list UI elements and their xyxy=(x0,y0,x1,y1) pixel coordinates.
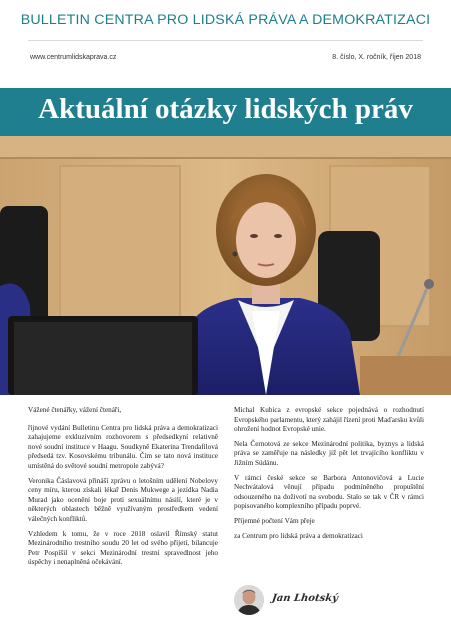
courtroom-photo-icon xyxy=(0,136,451,395)
editor-signature xyxy=(234,585,434,619)
editorial-right-column xyxy=(234,406,424,546)
paragraph: Michal Kubica z evropské sekce pojednává o rozhodnutí Evropského parlamentu, který zahájil řízení proti Maďarsku kvůli ohrožení hodnot Evropské unie. xyxy=(234,406,424,434)
paragraph: říjnové vydání Bulletinu Centra pro lidská práva a demokratizaci zahajujeme exkluzivním rozhovorem s předsedkyní relativně nové soudní instituce v Haagu. Soudkyně Ekaterina Trendafilová předsedá tzv. Kosovskému tribunálu. Čím se tato nová instituce umístěná do světové soudní metropole zabývá? xyxy=(28,423,218,470)
bulletin-title: BULLETIN CENTRA PRO LIDSKÁ PRÁVA A DEMOKRATIZACI xyxy=(20,12,431,28)
closing-line: Příjemné počtení Vám přeje xyxy=(234,516,315,525)
website-url[interactable]: www.centrumlidskaprava.cz xyxy=(30,54,117,61)
signature-name: Jan Lhotský xyxy=(271,593,339,604)
issue-info: 8. číslo, X. ročník, říjen 2018 xyxy=(332,54,421,61)
paragraph: Nela Černotová ze sekce Mezinárodní politika, byznys a lidská práva se zaměřuje na následky již pět let trvajícího konfliktu v Jižním Súdánu. xyxy=(234,439,424,467)
headline-banner xyxy=(0,88,451,136)
closing-organization: za Centrum pro lidská práva a demokratizaci xyxy=(234,531,363,540)
author-portrait-icon xyxy=(234,585,264,615)
greeting: Vážené čtenářky, vážení čtenáři, xyxy=(28,406,122,414)
paragraph: Vzhledem k tomu, že v roce 2018 oslavil Římský statut Mezinárodního trestního soudu 20 let od svého přijetí, bilancuje Petr Pospíšil v sekci Mezinárodní trestní spravedlnost jeho úspěchy i nenaplněná očekávání. xyxy=(28,529,218,567)
cover-photo xyxy=(0,136,451,395)
paragraph: Veronika Čáslavová přináší zprávu o letošním udělení Nobelovy ceny míru, kterou získali lékař Denis Mukwege a jezídka Nadia Murad jako ocenění boje proti sexuálnímu násilí, které je v některých oblastech běžně využívaným prostředkem vedení válečných konfliktů. xyxy=(28,476,218,523)
masthead-divider xyxy=(28,40,423,41)
avatar xyxy=(234,585,264,615)
masthead xyxy=(0,0,451,88)
issue-headline: Aktuální otázky lidských práv xyxy=(38,93,413,125)
paragraph: V rámci české sekce se Barbora Antonovičová a Lucie Nechvátalová věnují případu podmíněného propuštění odsouzeného na doživotí na svobodu. Stalo se tak v ČR v rámci popisovaného komplexního případu poprvé. xyxy=(234,473,424,511)
editorial-left-column xyxy=(28,406,218,573)
